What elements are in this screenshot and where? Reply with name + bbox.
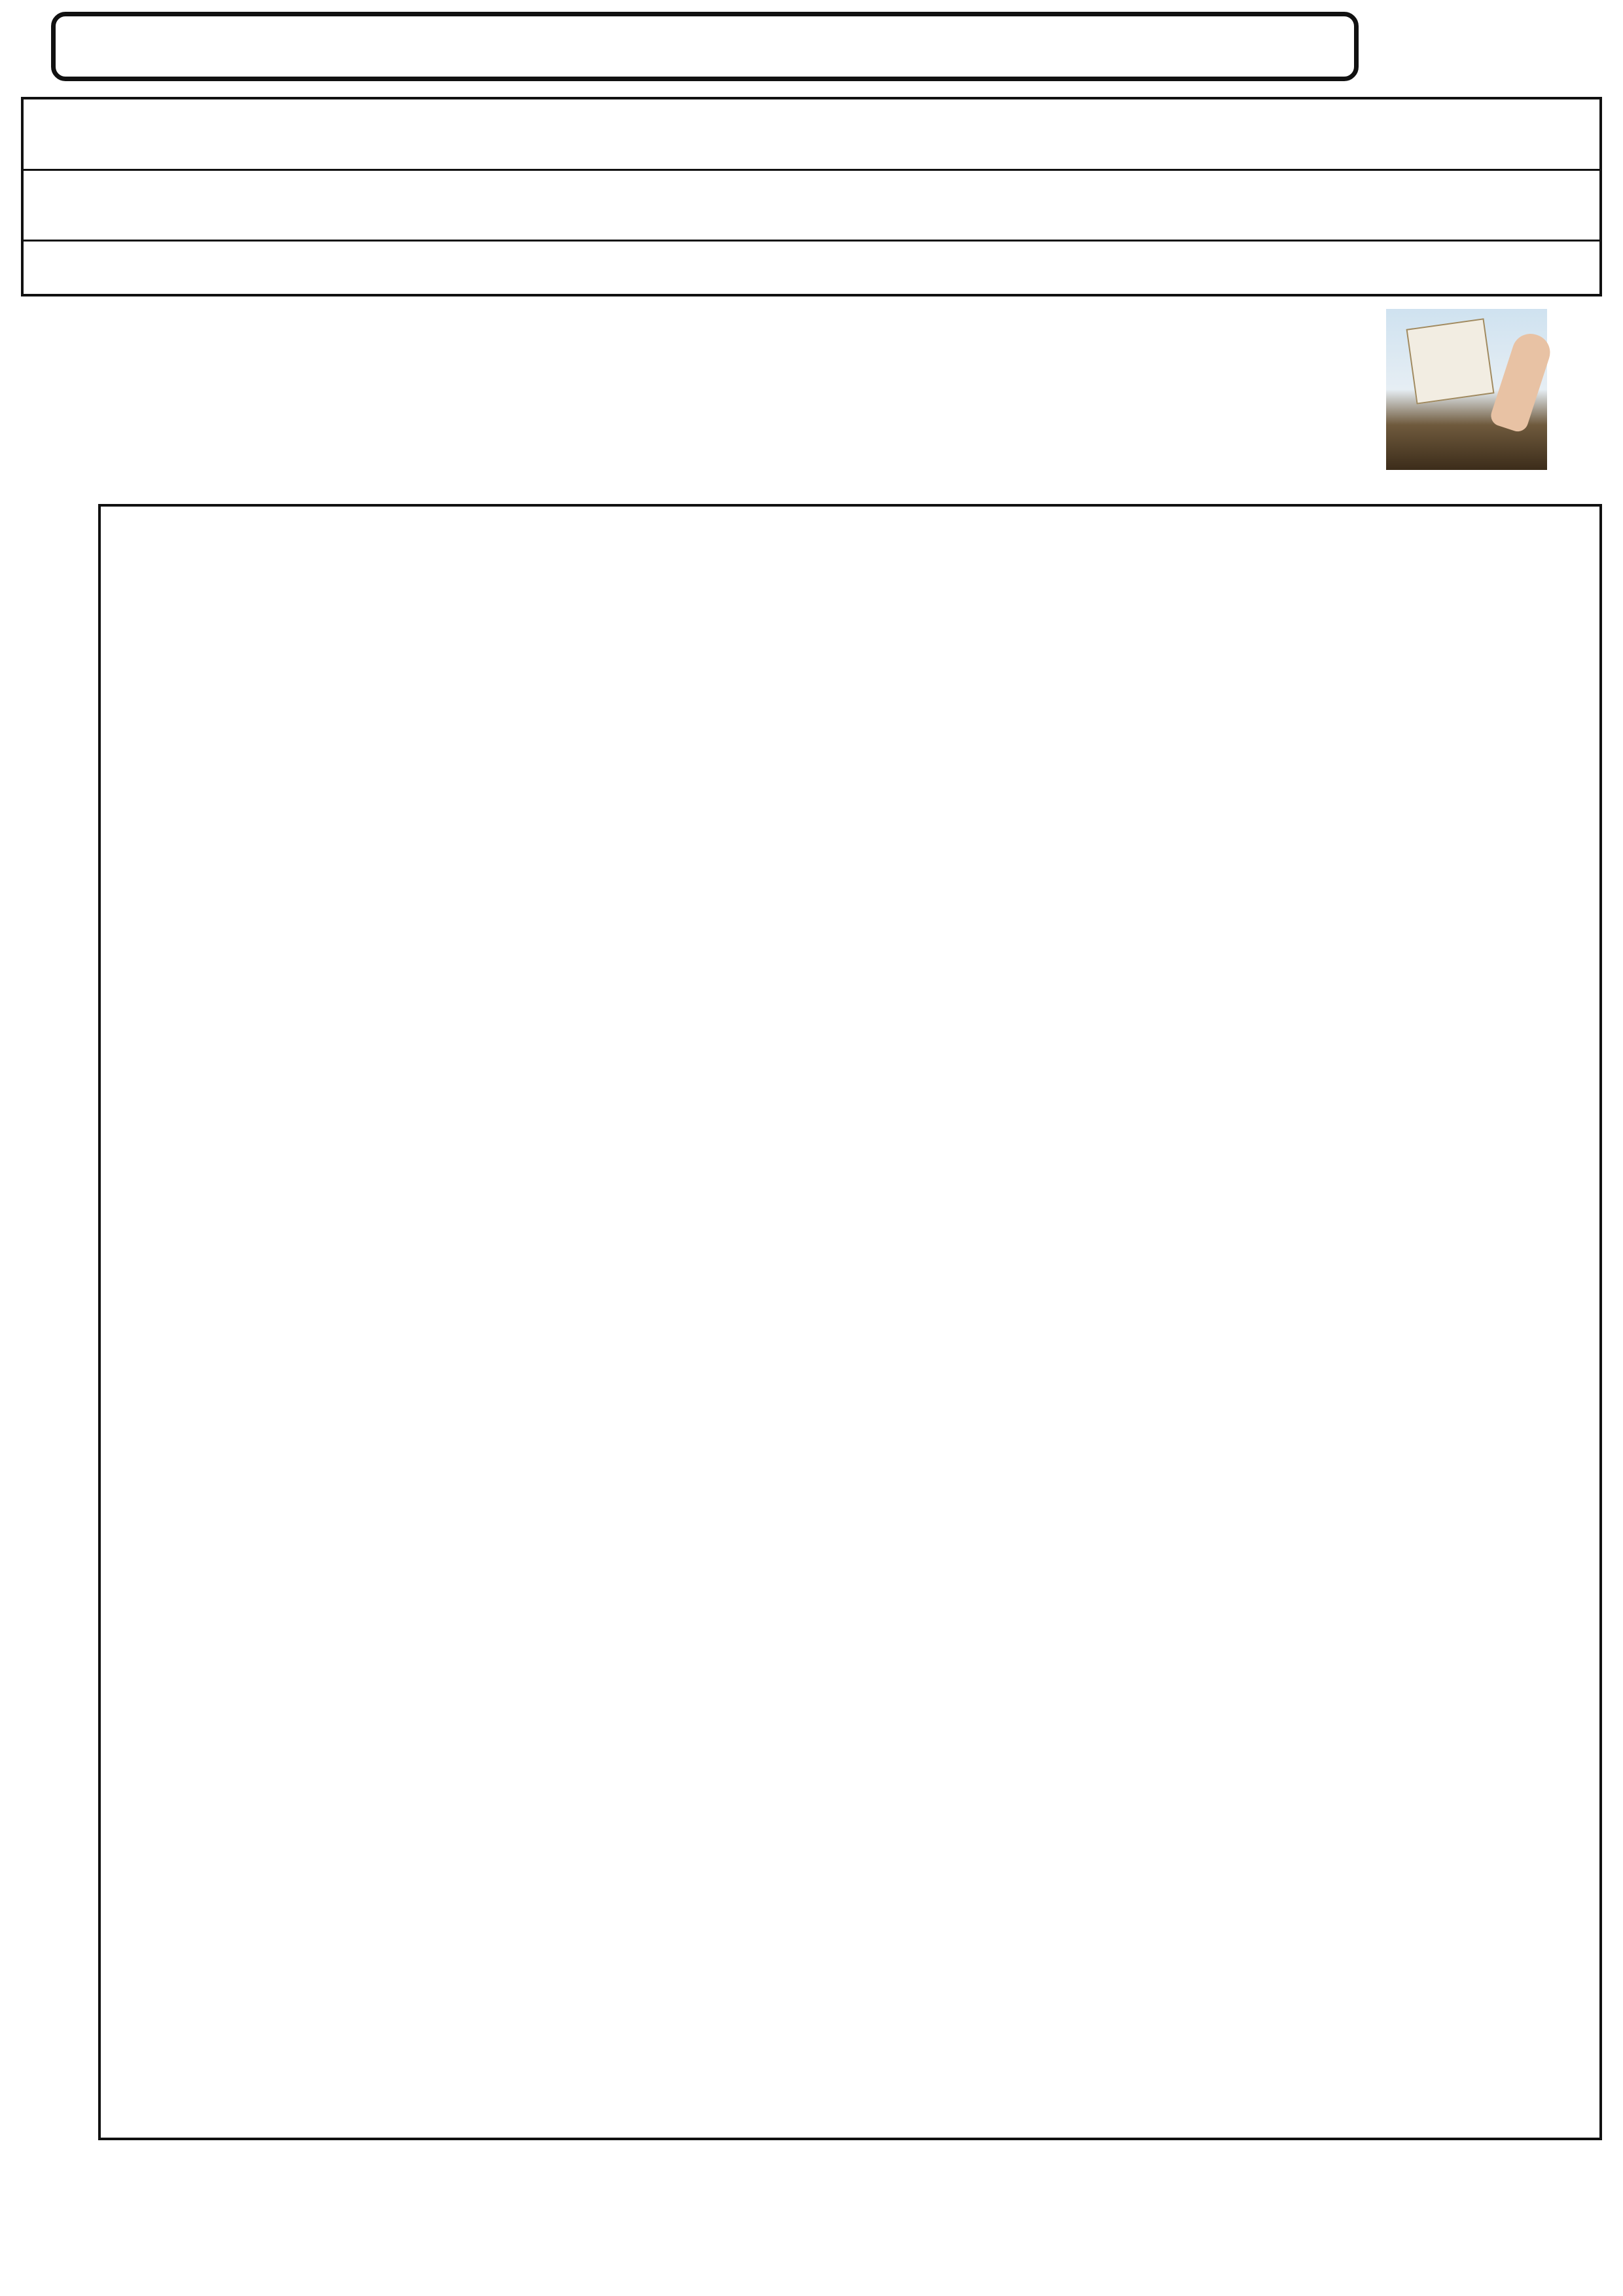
days-row	[24, 99, 1599, 171]
exercise-table	[98, 504, 1602, 2140]
book-title	[1412, 327, 1480, 336]
site-credit	[26, 2003, 79, 2199]
hand-image	[1488, 329, 1555, 435]
instruction-line	[27, 418, 55, 456]
calendar-grid	[21, 97, 1602, 296]
dates-row	[24, 169, 1599, 242]
book-sign	[1406, 318, 1495, 404]
brand-logo	[1, 2224, 198, 2289]
name-field[interactable]	[51, 12, 1359, 81]
months-row	[24, 240, 1599, 296]
book-cover-image	[1386, 309, 1547, 470]
objective-line	[37, 346, 55, 384]
